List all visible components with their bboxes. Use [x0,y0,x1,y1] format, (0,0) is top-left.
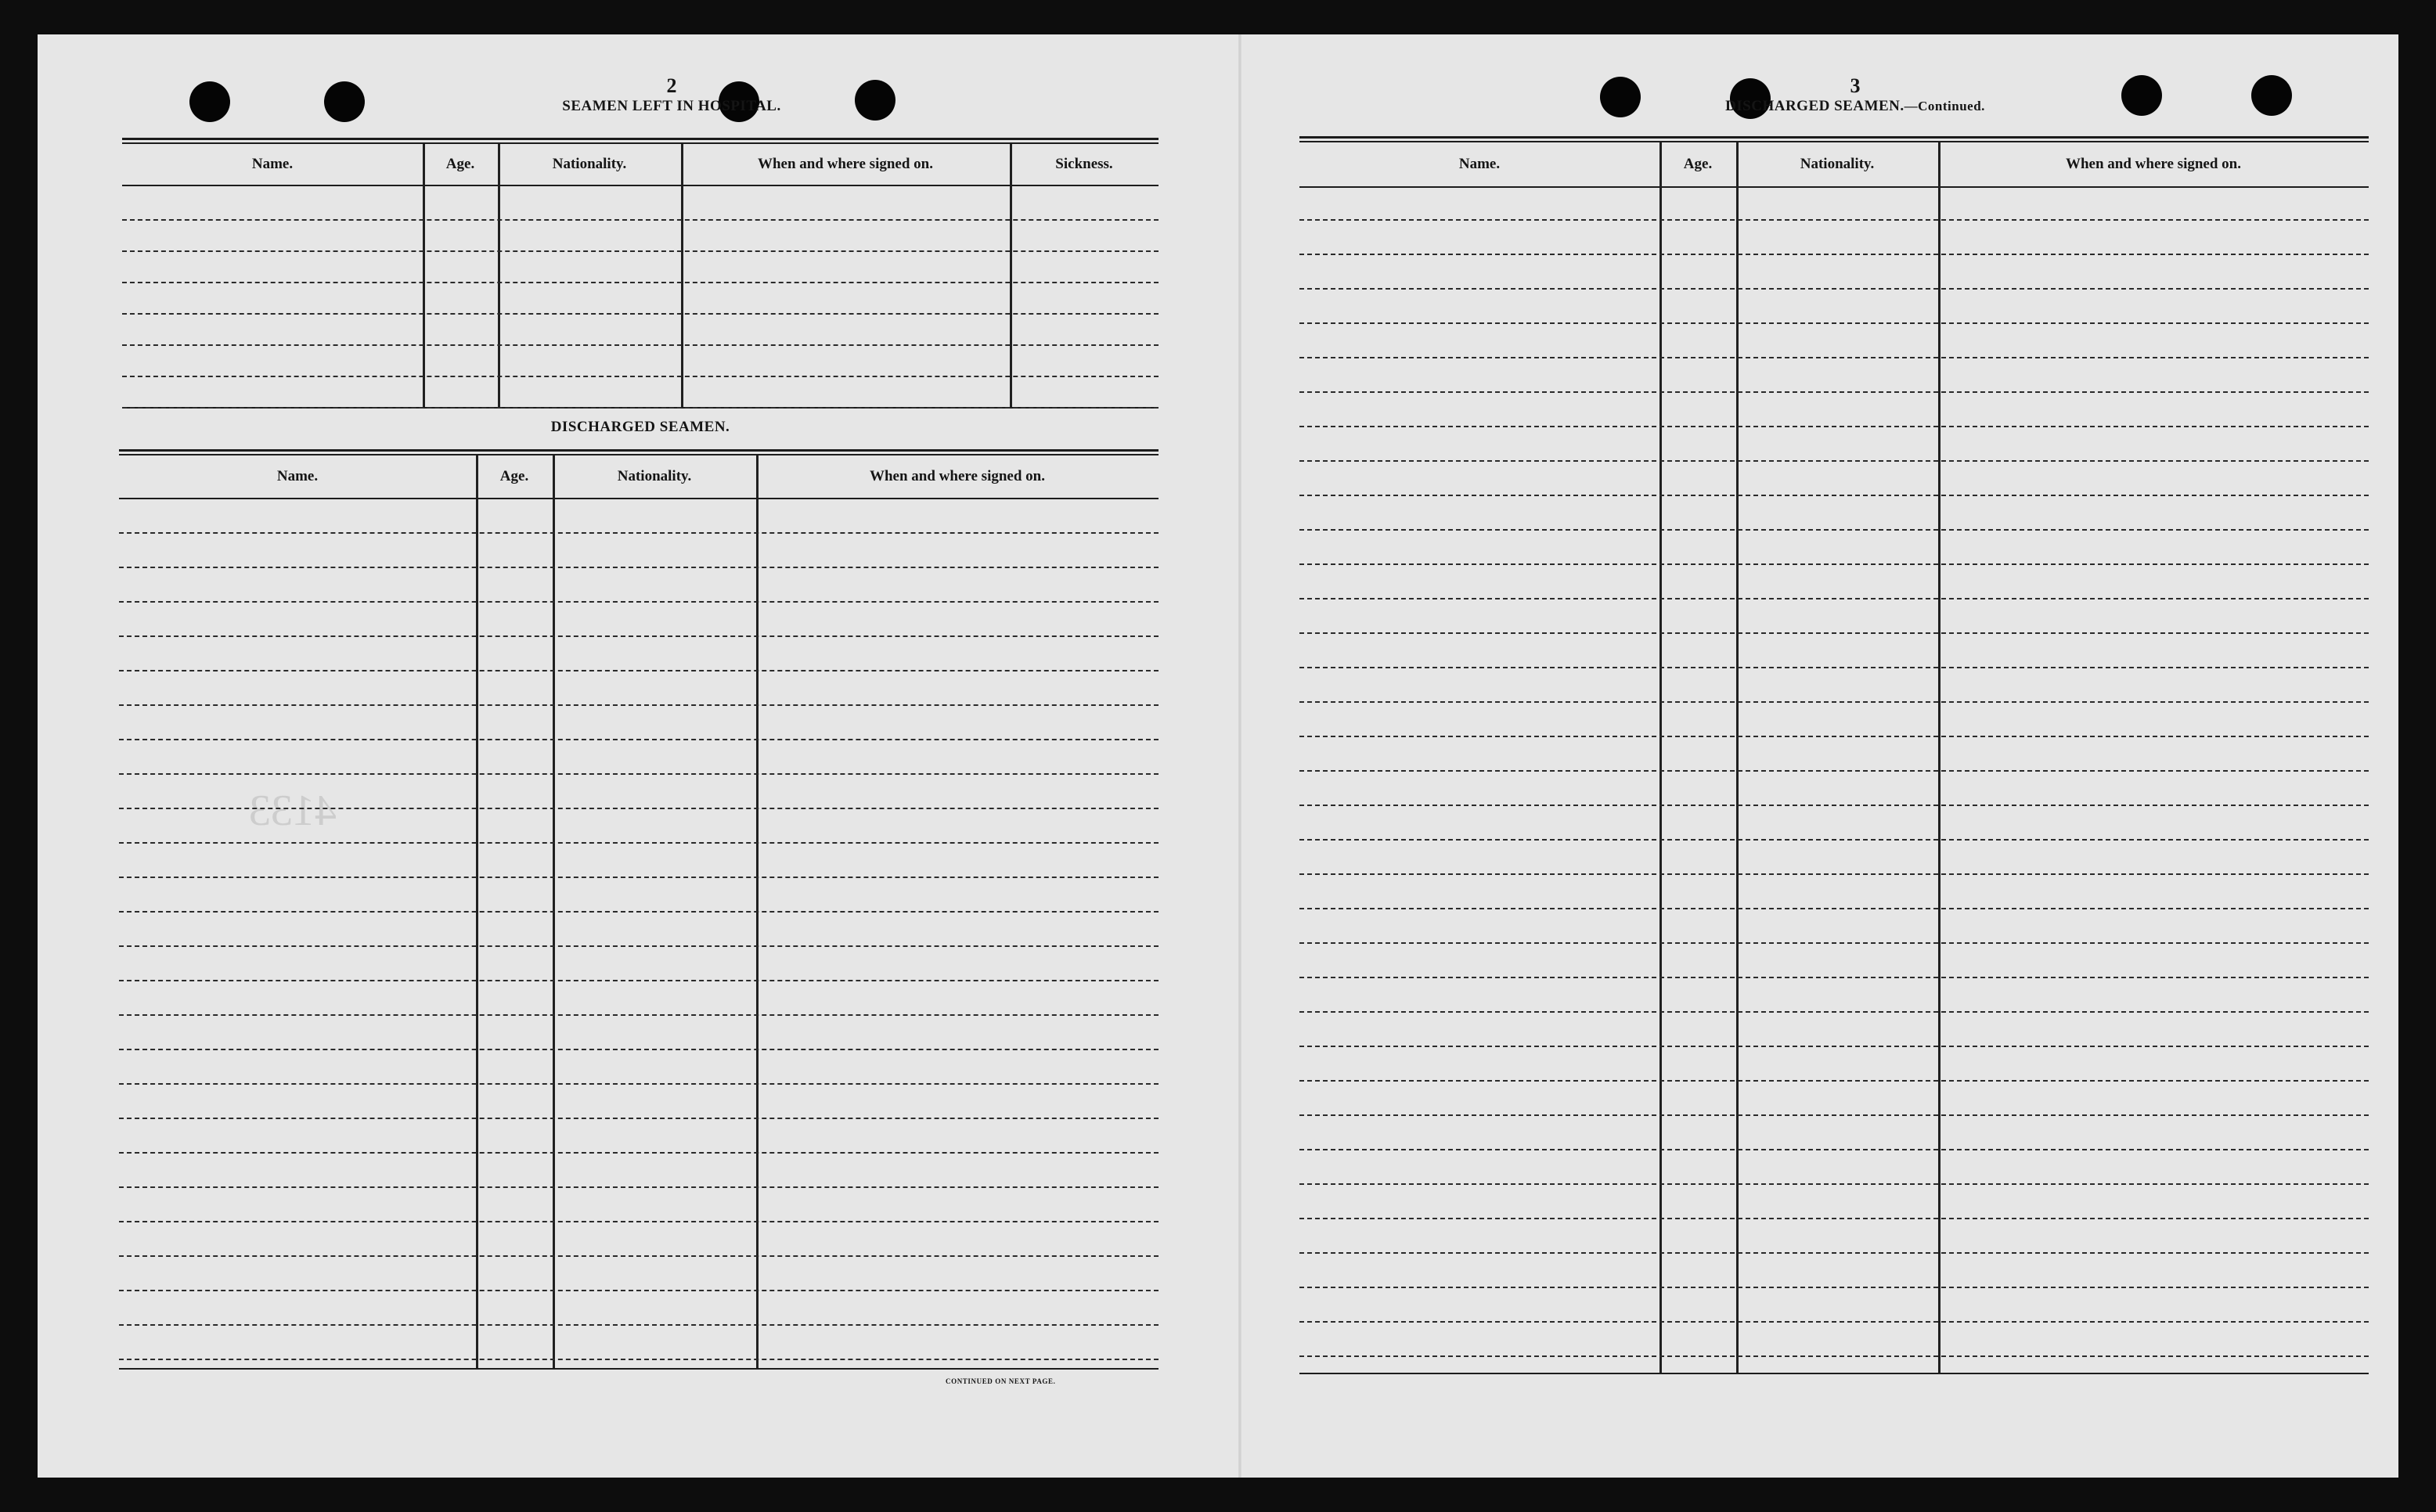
table-row-rule [119,1324,1159,1326]
table-row-rule [1299,1114,2369,1116]
column-divider [681,144,683,407]
table-row-rule [1299,839,2369,841]
table-row-rule [1299,391,2369,393]
continued-suffix: —Continued. [1904,99,1985,113]
discharged-title-text: DISCHARGED SEAMEN. [1725,98,1904,114]
table-row-rule [119,670,1159,671]
table-row-rule [1299,1287,2369,1288]
table-bottom-rule [119,1368,1159,1370]
right-page-header [1337,75,2373,116]
table-row-rule [1299,1218,2369,1219]
column-divider [1010,144,1012,407]
table-row-rule [1299,1080,2369,1082]
table-row-rule [122,282,1159,283]
page-spine [1238,34,1241,1478]
table-row-rule [119,1014,1159,1016]
column-divider [1659,142,1662,1373]
column-header-signed-on: When and where signed on. [869,468,1045,484]
table-row-rule [1299,563,2369,565]
table-row-rule [122,407,1159,409]
table-row-rule [1299,942,2369,944]
table-bottom-rule [1299,1373,2369,1374]
form-sheet [38,34,2398,1478]
table-row-rule [1299,426,2369,427]
left-page-header [116,75,1227,116]
table-row-rule [119,1118,1159,1119]
table-header-row [1299,142,2369,188]
table-row-rule [119,842,1159,844]
table-row-rule [122,344,1159,346]
page-number: 2 [666,74,677,97]
table-row-rule [119,945,1159,947]
table-row-rule [1299,1011,2369,1013]
table-row-rule [1299,1355,2369,1357]
hospital-table [122,138,1159,412]
table-row-rule [122,219,1159,221]
table-row-rule [119,1290,1159,1291]
table-row-rule [1299,1149,2369,1150]
column-header-name: Name. [251,156,294,172]
table-row-rule [1299,460,2369,462]
table-row-rule [119,1083,1159,1085]
table-row-rule [1299,873,2369,875]
table-row-rule [119,980,1159,981]
column-header-nationality: Nationality. [617,468,692,484]
column-header-name: Name. [276,468,319,484]
discharged-section-title: DISCHARGED SEAMEN. [550,419,730,435]
table-row-rule [1299,1183,2369,1185]
table-row-rule [1299,1046,2369,1047]
table-row-rule [1299,977,2369,978]
table-row-rule [1299,701,2369,703]
table-row-rule [1299,736,2369,737]
page-number: 3 [1850,74,1861,97]
column-header-nationality: Nationality. [552,156,627,172]
table-row-rule [1299,529,2369,531]
table-row-rule [119,1049,1159,1050]
table-row-rule [119,635,1159,637]
column-divider [1938,142,1941,1373]
table-row-rule [119,808,1159,809]
table-row-rule [1299,1252,2369,1254]
table-row-rule [122,376,1159,377]
column-header-signed-on: When and where signed on. [757,156,933,172]
table-row-rule [1299,908,2369,909]
table-row-rule [119,1186,1159,1188]
column-divider [498,144,500,407]
table-row-rule [1299,322,2369,324]
column-header-age: Age. [1683,156,1713,172]
table-header-row [119,455,1159,499]
column-divider [1736,142,1739,1373]
table-row-rule [1299,219,2369,221]
table-row-rule [1299,1321,2369,1323]
hospital-section-title: SEAMEN LEFT IN HOSPITAL. [562,98,781,114]
table-top-rule [1299,136,2369,142]
discharged-continued-table [1299,136,2369,1377]
discharged-continued-title [1337,97,2373,116]
table-row-rule [1299,598,2369,599]
table-row-rule [1299,288,2369,290]
discharged-table [119,449,1159,1373]
table-row-rule [119,773,1159,775]
table-row-rule [119,1359,1159,1360]
table-row-rule [1299,770,2369,772]
table-header-row [122,144,1159,186]
table-row-rule [1299,667,2369,668]
continued-note: CONTINUED ON NEXT PAGE. [946,1377,1056,1385]
table-top-rule [119,449,1159,455]
table-row-rule [1299,495,2369,496]
table-row-rule [119,739,1159,740]
column-header-signed-on: When and where signed on. [2065,156,2241,172]
column-header-nationality: Nationality. [1800,156,1875,172]
table-row-rule [119,567,1159,568]
discharged-section-header [122,418,1159,437]
column-header-age: Age. [445,156,475,172]
table-top-rule [122,138,1159,144]
table-row-rule [119,1221,1159,1222]
table-row-rule [1299,632,2369,634]
table-row-rule [1299,357,2369,358]
table-row-rule [122,313,1159,315]
column-header-name: Name. [1458,156,1501,172]
table-row-rule [119,911,1159,913]
column-header-sickness: Sickness. [1055,156,1113,172]
table-row-rule [119,1152,1159,1154]
table-row-rule [119,532,1159,534]
bleed-through-number: 4133 [249,787,337,835]
table-row-rule [119,601,1159,603]
table-row-rule [122,250,1159,252]
table-row-rule [1299,254,2369,255]
column-header-age: Age. [499,468,529,484]
table-row-rule [119,704,1159,706]
column-divider [423,144,425,407]
table-row-rule [119,877,1159,878]
table-row-rule [119,1255,1159,1257]
table-row-rule [1299,805,2369,806]
